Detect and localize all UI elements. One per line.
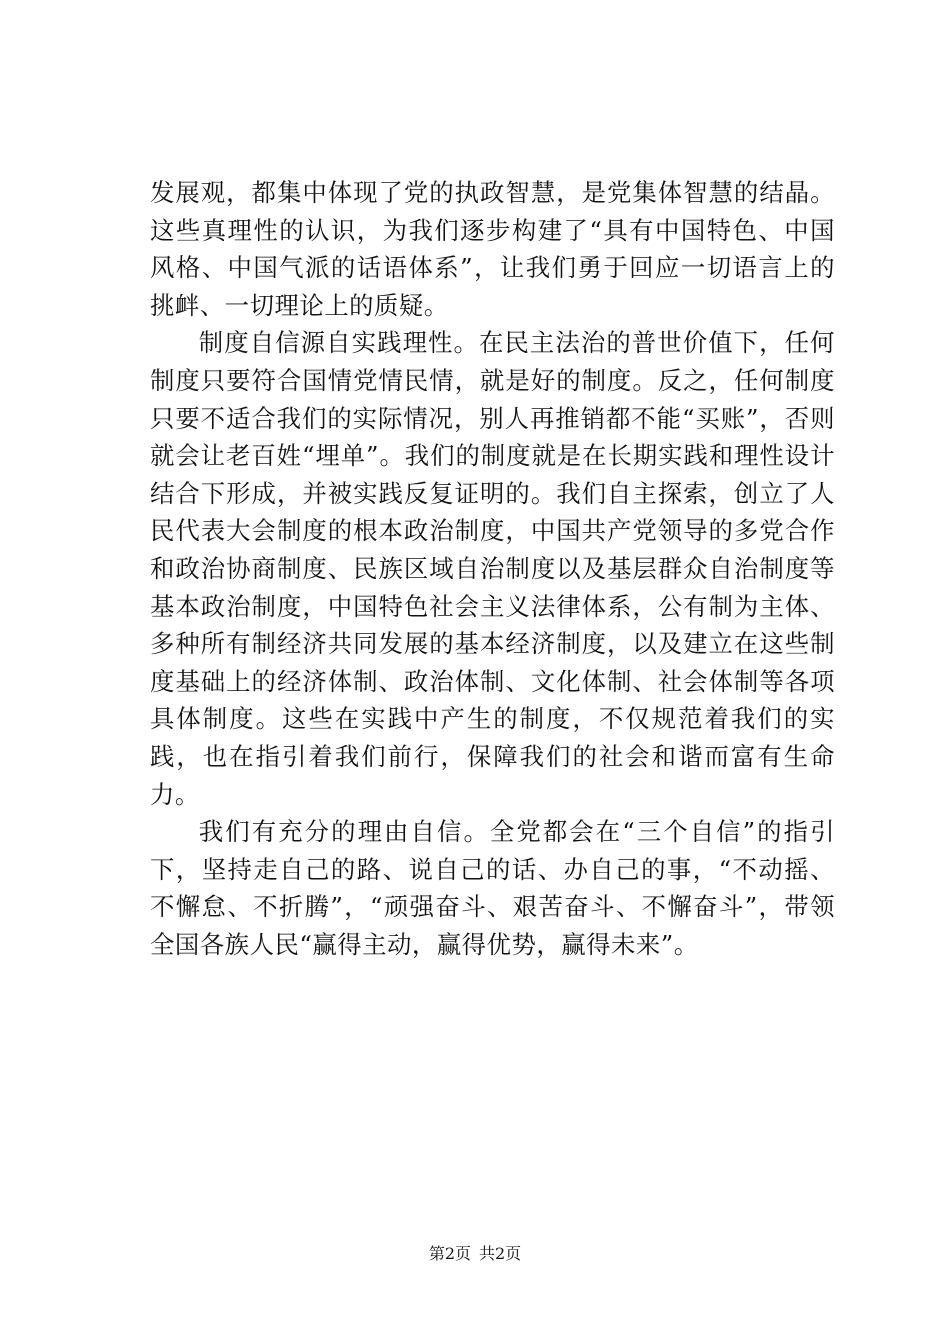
document-body [150,174,835,963]
page-total: 共2页 [479,1244,522,1263]
paragraph-1: 发展观，都集中体现了党的执政智慧，是党集体智慧的结晶。这些真理性的认识，为我们逐步构建了“具有中国特色、中国风格、中国气派的话语体系”，让我们勇于回应一切语言上的挑衅、一切理论上的质疑。 [150,178,835,320]
page-footer [0,1244,950,1264]
paragraph-2: 制度自信源自实践理性。在民主法治的普世价值下，任何制度只要符合国情党情民情，就是好的制度。反之，任何制度只要不适合我们的实际情况，别人再推销都不能“买账”，否则就会让老百姓“埋单”。我们的制度就是在长期实践和理性设计结合下形成，并被实践反复证明的。我们自主探索，创立了人民代表大会制度的根本政治制度，中国共产党领导的多党合作和政治协商制度、民族区域自治制度以及基层群众自治制度等基本政治制度，中国特色社会主义法律体系，公有制为主体、多种所有制经济共同发展的基本经济制度，以及建立在这些制度基础上的经济体制、政治体制、文化体制、社会体制等各项具体制度。这些在实践中产生的制度，不仅规范着我们的实践，也在指引着我们前行，保障我们的社会和谐而富有生命力。 [150,328,835,809]
paragraph-3: 我们有充分的理由自信。全党都会在“三个自信”的指引下，坚持走自己的路、说自己的话、办自己的事，“不动摇、不懈怠、不折腾”，“顽强奋斗、艰苦奋斗、不懈奋斗”，带领全国各族人民“赢得主动，赢得优势，赢得未来”。 [150,817,835,959]
page-number: 第2页 [428,1244,471,1263]
